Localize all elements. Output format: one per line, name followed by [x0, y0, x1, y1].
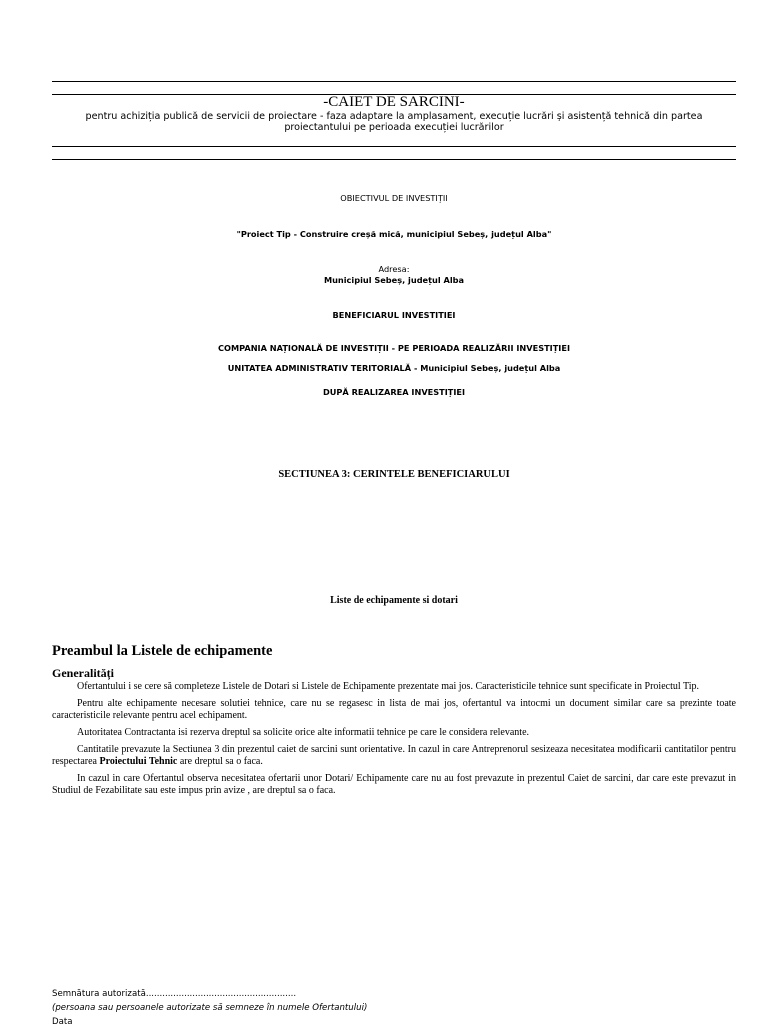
paragraph-3: Autoritatea Contractanta isi rezerva dreptul sa solicite orice alte informatii tehnice pe care le considera relevante.	[77, 727, 530, 738]
divider-top-1	[52, 81, 736, 82]
paragraph-4-bold: Proiectului Tehnic	[99, 756, 178, 767]
signature-line: Semnătura autorizată.......................................................	[52, 989, 297, 999]
signature-note: (persoana sau persoanele autorizate să semneze în numele Ofertantului)	[52, 1003, 368, 1013]
address-value: Municipiul Sebeș, județul Alba	[323, 275, 465, 285]
document-subtitle: pentru achiziția publică de servicii de proiectare - faza adaptare la amplasament, execuție lucrări și asistență tehnică din partea proiectantului pe perioada execuției lucrărilor	[85, 111, 703, 133]
paragraph-4-text: Cantitatile prevazute la Sectiunea 3 din prezentul caiet de sarcini sunt orientative. In cazul in care Antreprenorul sesizeaza necesitatea modificarii cantitatilor pentru respectarea	[52, 744, 736, 767]
divider-bottom-1	[52, 146, 736, 147]
beneficiary-line-1: COMPANIA NAȚIONALĂ DE INVESTIȚII - PE PERIOADA REALIZĂRII INVESTIȚIEI	[218, 343, 570, 353]
objective-label: OBIECTIVUL DE INVESTIȚII	[340, 193, 448, 203]
beneficiary-line-3: DUPĂ REALIZAREA INVESTIȚIEI	[322, 387, 466, 397]
date-label: Data	[52, 1017, 73, 1027]
divider-bottom-2	[52, 159, 736, 160]
paragraph-4	[52, 744, 736, 768]
beneficiary-line-2: UNITATEA ADMINISTRATIV TERITORIALĂ - Municipiul Sebeș, județul Alba	[227, 363, 561, 373]
address-label: Adresa:	[378, 264, 410, 274]
objective-name: "Proiect Tip - Construire creșă mică, municipiul Sebeș, județul Alba"	[236, 229, 552, 239]
document-title: -CAIET DE SARCINI-	[323, 94, 465, 110]
beneficiary-label: BENEFICIARUL INVESTITIEI	[332, 310, 456, 320]
paragraph-1: Ofertantului i se cere să completeze Listele de Dotari si Listele de Echipamente prezentate mai jos. Caracteristicile tehnice sunt specificate in Proiectul Tip.	[77, 681, 699, 692]
paragraph-2: Pentru alte echipamente necesare solutiei tehnice, care nu se regasesc in lista de mai jos, ofertantul va intocmi un document similar care sa prezinte toate caracteristicile relevante pentru acel echipament.	[52, 698, 736, 721]
lists-title: Liste de echipamente si dotari	[330, 595, 458, 606]
paragraph-4-end: are dreptul sa o faca.	[177, 756, 263, 767]
generalitati-heading: Generalități	[52, 666, 114, 680]
section-title: SECTIUNEA 3: CERINTELE BENEFICIARULUI	[278, 469, 510, 480]
paragraph-5: In cazul in care Ofertantul observa necesitatea ofertarii unor Dotari/ Echipamente care nu au fost prevazute in prezentul Caiet de sarcini, dar care este prevazut in Studiul de Fezabilitate sau este impus prin avize , are dreptul sa o faca.	[52, 773, 736, 796]
preambul-body	[52, 681, 736, 802]
preambul-heading: Preambul la Listele de echipamente	[52, 643, 273, 659]
